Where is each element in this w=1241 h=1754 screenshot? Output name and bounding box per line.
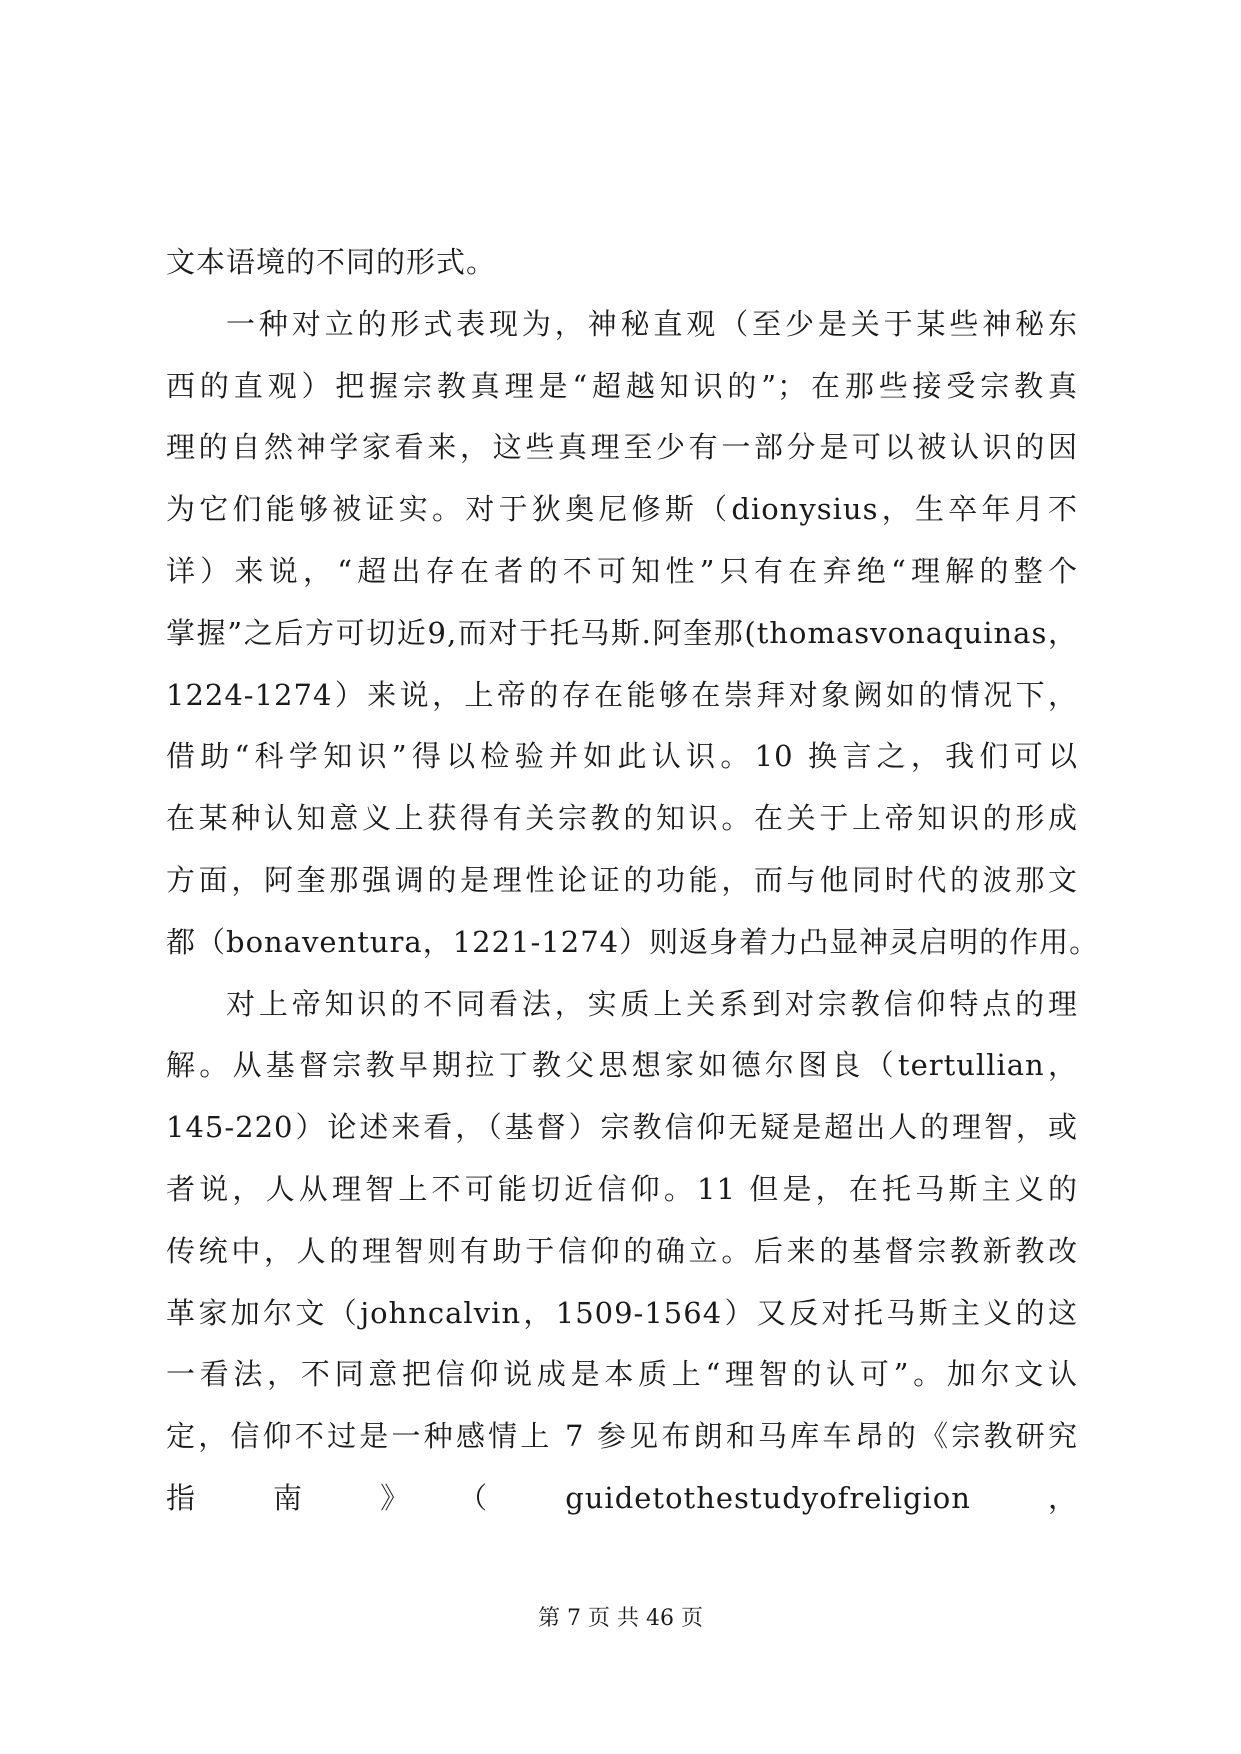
text-line: 在某种认知意义上获得有关宗教的知识。在关于上帝知识的形成 [166,801,1078,836]
text-line: 都（bonaventura，1221-1274）则返身着力凸显神灵启明的作用。 [166,924,1100,959]
text-line: 传统中，人的理智则有助于信仰的确立。后来的基督宗教新教改 [166,1233,1078,1268]
text-line: 掌握”之后方可切近9,而对于托马斯.阿奎那(thomasvonaquinas， [166,615,1078,650]
text-line: 文本语境的不同的形式。 [166,245,497,279]
text-line: 指 南 》 （ guidetothestudyofreligion ， [166,1480,1078,1515]
text-line: 详）来说，“超出存在者的不可知性”只有在弃绝“理解的整个 [166,553,1078,588]
text-line: 定，信仰不过是一种感情上 7 参见布朗和马库车昂的《宗教研究 [166,1419,1078,1454]
text-line: 为它们能够被证实。对于狄奥尼修斯（dionysius，生卒年月不 [166,492,1078,527]
text-line: 方面，阿奎那强调的是理性论证的功能，而与他同时代的波那文 [166,862,1078,897]
text-line: 革家加尔文（johncalvin，1509-1564）又反对托马斯主义的这 [166,1295,1078,1330]
text-line: 1224-1274）来说，上帝的存在能够在崇拜对象阙如的情况下， [166,677,1078,712]
text-line: 理的自然神学家看来，这些真理至少有一部分是可以被认识的因 [166,430,1078,465]
text-line: 解。从基督宗教早期拉丁教父思想家如德尔图良（tertullian， [166,1048,1078,1083]
text-line: 对上帝知识的不同看法，实质上关系到对宗教信仰特点的理 [226,986,1078,1021]
page-number-footer: 第 7 页 共 46 页 [538,1606,703,1631]
body-text [166,232,1100,1530]
text-line: 西的直观）把握宗教真理是“超越知识的”；在那些接受宗教真 [166,368,1078,403]
text-line: 145-220）论述来看，（基督）宗教信仰无疑是超出人的理智，或 [166,1110,1078,1145]
text-line: 借助“科学知识”得以检验并如此认识。10 换言之，我们可以 [166,739,1078,774]
text-line: 者说，人从理智上不可能切近信仰。11 但是，在托马斯主义的 [166,1171,1078,1206]
text-line: 一看法，不同意把信仰说成是本质上“理智的认可”。加尔文认 [166,1357,1078,1392]
text-line: 一种对立的形式表现为，神秘直观（至少是关于某些神秘东 [226,306,1078,341]
